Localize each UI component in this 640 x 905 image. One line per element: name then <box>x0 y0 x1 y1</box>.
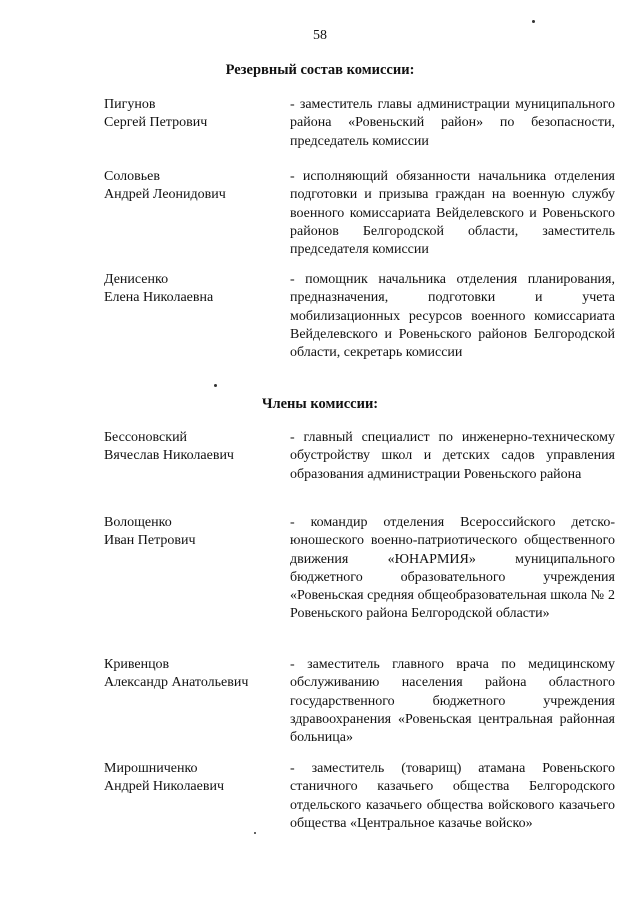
surname: Денисенко <box>104 272 169 287</box>
given-names: Александр Анатольевич <box>104 675 249 690</box>
surname: Пигунов <box>104 97 156 112</box>
scan-speck <box>254 832 256 834</box>
position-description: - исполняющий обязанности начальника отделения подготовки и призыва граждан на военную службу военного комиссариата Вейделевского и Ровеньского районов Белгородской области, заместитель председателя комиссии <box>290 169 615 258</box>
position-description: - командир отделения Всероссийского детско-юношеского военно-патриотического общественного движения «ЮНАРМИЯ» муниципального бюджетного образовательного учреждения «Ровеньская средняя общеобразовательная школа № 2 Ровеньского района Белгородской области» <box>290 515 615 622</box>
person-name <box>104 429 284 465</box>
reserve-section-title: Резервный состав комиссии: <box>225 62 415 78</box>
given-names: Иван Петрович <box>104 533 196 548</box>
given-names: Елена Николаевна <box>104 290 214 305</box>
person-name <box>104 96 284 132</box>
person-name <box>104 514 284 550</box>
position-description: - главный специалист по инженерно-техническому обустройству школ и детских садов управления образования администрации Ровеньского района <box>290 430 615 482</box>
position-description: - заместитель главы администрации муниципального района «Ровеньский район» по безопасности, председатель комиссии <box>290 97 615 149</box>
given-names: Андрей Леонидович <box>104 187 226 202</box>
position-description: - заместитель (товарищ) атамана Ровеньского станичного казачьего общества Белгородского отдельского казачьего общества войскового казачьего общества «Центральное казачье войско» <box>290 761 615 831</box>
surname: Волощенко <box>104 515 172 530</box>
given-names: Вячеслав Николаевич <box>104 448 234 463</box>
members-section-title: Члены комиссии: <box>261 396 379 412</box>
person-name <box>104 656 284 692</box>
page-number: 58 <box>313 28 327 43</box>
person-name <box>104 760 284 796</box>
person-name <box>104 271 284 307</box>
surname: Соловьев <box>104 169 160 184</box>
position-description: - помощник начальника отделения планирования, предназначения, подготовки и учета мобилизационных ресурсов военного комиссариата Вейделевского и Ровеньского районов Белгородской области, секретарь комиссии <box>290 272 615 361</box>
surname: Кривенцов <box>104 657 170 672</box>
scan-speck <box>214 384 217 387</box>
surname: Мирошниченко <box>104 761 198 776</box>
given-names: Сергей Петрович <box>104 115 208 130</box>
person-name <box>104 168 284 204</box>
position-description: - заместитель главного врача по медицинскому обслуживанию населения района областного государственного бюджетного учреждения здравоохранения «Ровеньская центральная районная больница» <box>290 657 615 746</box>
given-names: Андрей Николаевич <box>104 779 224 794</box>
surname: Бессоновский <box>104 430 188 445</box>
scan-speck <box>532 20 535 23</box>
